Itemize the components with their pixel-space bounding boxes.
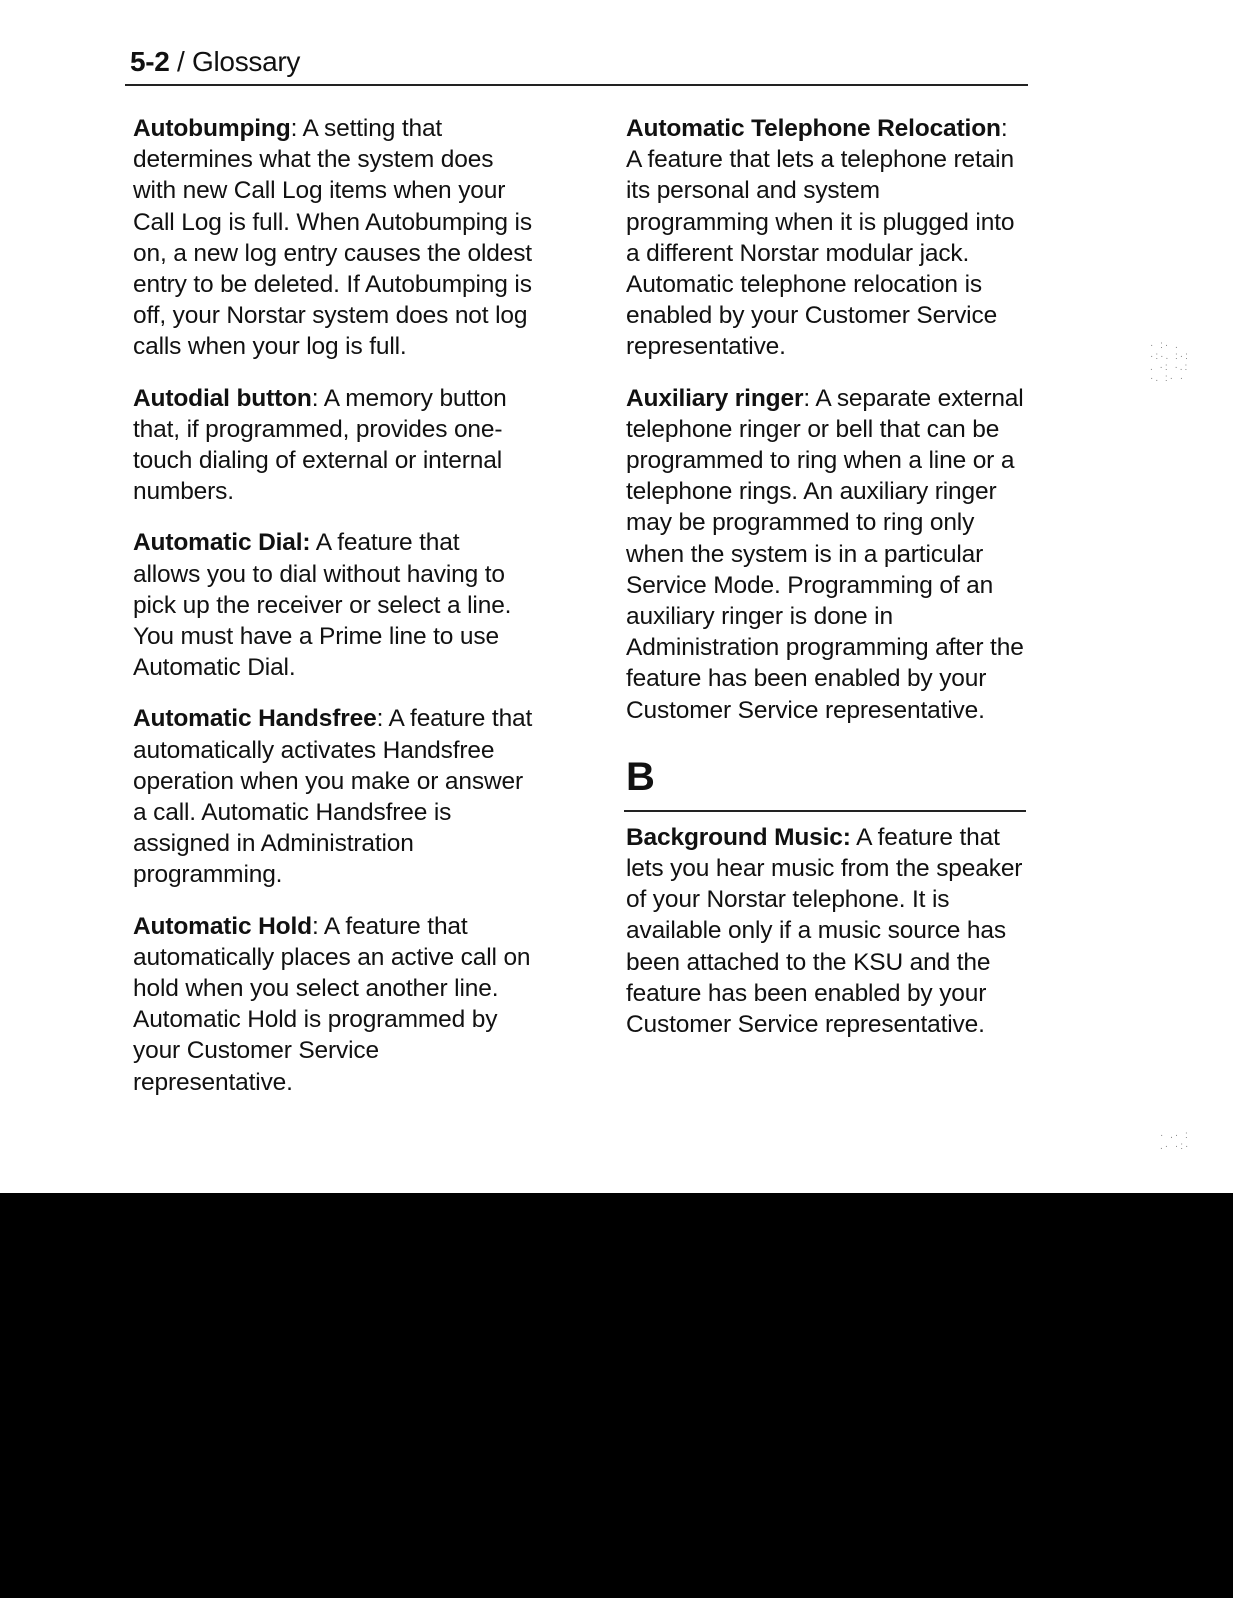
glossary-entry-auxiliary-ringer [626,383,1026,726]
glossary-entry-autobumping [133,113,533,363]
glossary-definition: A feature that lets a telephone retain its personal and system programming when it is plugged into a different Norstar modular jack. Automatic telephone relocation is enabled by your Customer Service representative. [626,146,1015,361]
glossary-definition: A feature that allows you to dial without having to pick up the receiver or select a line. You must have a Prime line to use Automatic Dial. [133,529,512,682]
black-scan-band [0,1193,1233,1598]
glossary-term: Automatic Telephone Relocation [626,115,1001,142]
scan-speckle-decoration: · :· . ·:·. :·: . ·: ·.: ·. :· · [1150,340,1190,384]
term-separator: : [311,912,319,940]
right-column [626,113,1026,1060]
section-title: Glossary [192,46,301,77]
scan-speckle-decoration: · .· : .· ·:· [1160,1130,1191,1152]
glossary-entry-automatic-telephone-relocation [626,113,1026,363]
term-separator: : [803,384,811,412]
glossary-entry-automatic-dial [133,527,533,683]
page-header [130,44,300,80]
page-number: 5-2 [130,46,170,77]
glossary-entry-background-music [626,822,1026,1040]
header-separator: / [169,46,193,77]
glossary-entry-automatic-handsfree [133,703,533,890]
glossary-entry-autodial-button [133,383,533,508]
term-separator: : [311,384,319,412]
term-separator: : [1000,115,1008,142]
glossary-entry-automatic-hold [133,911,533,1098]
glossary-definition: A feature that automatically places an active call on hold when you select another line. Automatic Hold is programmed by your Customer Service representative. [133,912,531,1096]
glossary-definition: A feature that automatically activates Handsfree operation when you make or answer a call. Automatic Handsfree is assigned in Administration programming. [133,705,533,889]
glossary-term: Autodial button [133,384,312,412]
left-column [133,113,533,1118]
glossary-term: Automatic Hold [133,912,312,940]
glossary-term: Auxiliary ringer [626,384,804,412]
glossary-definition: A memory button that, if programmed, provides one-touch dialing of external or internal numbers. [133,384,507,506]
header-rule [125,84,1028,86]
glossary-definition: A setting that determines what the system does with new Call Log items when your Call Log is full. When Autobumping is on, a new log entry causes the oldest entry to be deleted. If Autobumping is off, your Norstar system does not log calls when your log is full. [133,115,532,361]
section-heading-b: B [626,754,655,799]
section-rule [624,810,1026,812]
glossary-term: Autobumping [133,115,291,142]
term-separator: : [290,115,298,142]
glossary-definition: A separate external telephone ringer or bell that can be programmed to ring when a line or a telephone rings. An auxiliary ringer may be programmed to ring only when the system is in a particular Service Mode. Programming of an auxiliary ringer is done in Administration programming after the feature has been enabled by your Customer Service representative. [626,384,1024,724]
glossary-term: Background Music: [626,823,851,851]
glossary-term: Automatic Dial: [133,529,311,557]
term-separator: : [376,705,384,733]
glossary-term: Automatic Handsfree [133,705,377,733]
glossary-definition: A feature that lets you hear music from the speaker of your Norstar telephone. It is available only if a music source has been attached to the KSU and the feature has been enabled by your Customer Service representative. [626,823,1023,1039]
